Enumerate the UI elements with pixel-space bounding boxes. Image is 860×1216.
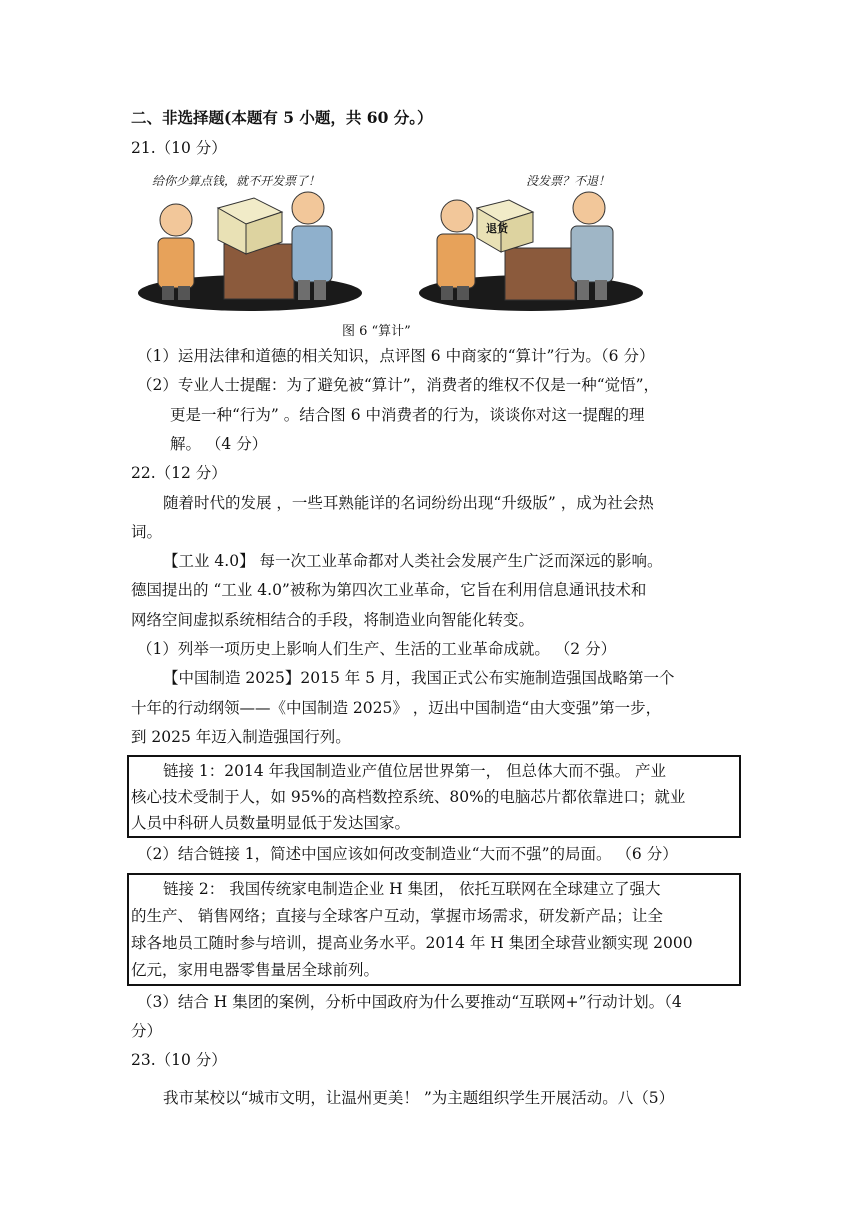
industry-4-line2: 德国提出的 “工业 4.0”被称为第四次工业革命，它旨在利用信息通讯技术和 — [131, 581, 647, 599]
q23-intro-line1: 我市某校以“城市文明，让温州更美！ ”为主题组织学生开展活动。八（5） — [163, 1089, 675, 1107]
link2-line2: 的生产、 销售网络；直接与全球客户互动，掌握市场需求，研发新产品；让全 — [131, 907, 663, 925]
link2-box — [127, 873, 741, 986]
link2-line1: 链接 2： 我国传统家电制造企业 H 集团， 依托互联网在全球建立了强大 — [163, 880, 661, 898]
q22-part3-line2: 分） — [131, 1022, 163, 1040]
link1-line1: 链接 1：2014 年我国制造业产值位居世界第一， 但总体大而不强。 产业 — [163, 762, 667, 780]
q22-intro-line1: 随着时代的发展 ，一些耳熟能详的名词纷纷出现“升级版” ，成为社会热 — [163, 494, 654, 512]
q22-intro-line2: 词。 — [131, 523, 163, 541]
question-22-header: 22.（12 分） — [131, 464, 227, 482]
link1-line3: 人员中科研人员数量明显低于发达国家。 — [131, 814, 411, 832]
industry-4-line3: 网络空间虚拟系统相结合的手段，将制造业向智能化转变。 — [131, 611, 535, 629]
q22-part1: （1）列举一项历史上影响人们生产、生活的工业革命成就。 （2 分） — [137, 640, 617, 658]
q21-part2-line2: 更是一种“行为” 。结合图 6 中消费者的行为，谈谈你对这一提醒的理 — [170, 406, 645, 424]
industry-4-line1: 【工业 4.0】 每一次工业革命都对人类社会发展产生广泛而深远的影响。 — [163, 552, 663, 570]
comic-box-label: 退货 — [486, 222, 508, 235]
made-in-china-line3: 到 2025 年迈入制造强国行列。 — [131, 728, 351, 746]
link1-box — [127, 755, 741, 838]
question-21-header: 21.（10 分） — [131, 139, 227, 157]
made-in-china-line2: 十年的行动纲领——《中国制造 2025》 ，迈出中国制造“由大变强”第一步， — [131, 699, 662, 717]
q21-part2-line3: 解。 （4 分） — [170, 435, 268, 453]
link1-line2: 核心技术受制于人，如 95%的高档数控系统、80%的电脑芯片都依靠进口；就业 — [131, 788, 686, 806]
link2-line3: 球各地员工随时参与培训，提高业务水平。2014 年 H 集团全球营业额实现 2000 — [131, 934, 693, 952]
comic-left-speech: 给你少算点钱，就不开发票了！ — [152, 174, 321, 188]
section-title: 二、非选择题(本题有 5 小题，共 60 分。） — [131, 108, 433, 127]
figure-caption: 图 6 “算计” — [342, 324, 411, 339]
made-in-china-line1: 【中国制造 2025】2015 年 5 月，我国正式公布实施制造强国战略第一个 — [163, 669, 675, 687]
question-23-header: 23.（10 分） — [131, 1051, 227, 1069]
q22-part3-line1: （3）结合 H 集团的案例，分析中国政府为什么要推动“互联网+”行动计划。（4 — [137, 993, 682, 1011]
q21-part1: （1）运用法律和道德的相关知识，点评图 6 中商家的“算计”行为。（6 分） — [137, 347, 655, 365]
link2-line4: 亿元，家用电器零售量居全球前列。 — [131, 961, 380, 979]
q22-part2: （2）结合链接 1，简述中国应该如何改变制造业“大而不强”的局面。 （6 分） — [137, 845, 678, 863]
comic-right-speech: 没发票？不退！ — [526, 174, 611, 188]
q21-part2-line1: （2）专业人士提醒：为了避免被“算计”，消费者的维权不仅是一种“觉悟”， — [137, 376, 660, 394]
